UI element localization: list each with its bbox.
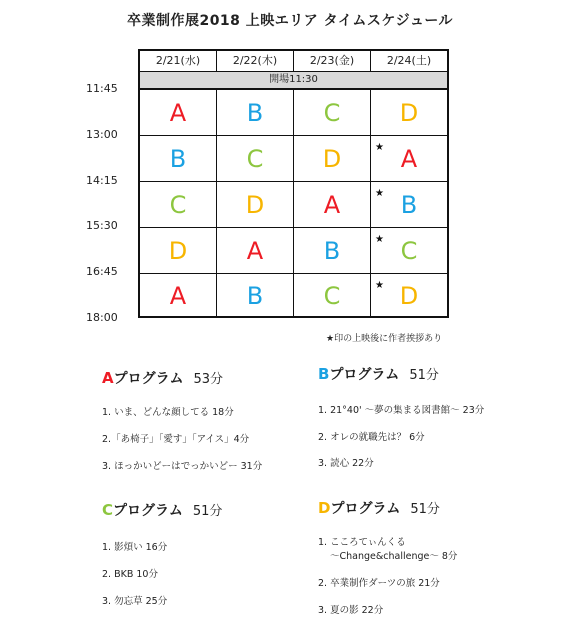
star-icon: ★ [375,188,384,199]
program-letter: C [169,190,187,219]
program-item: 2. オレの就職先は？ 6分 [318,432,425,443]
star-note: ★印の上映後に作者挨拶あり [326,334,443,344]
time-label: 15:30 [86,219,118,232]
star-icon: ★ [375,234,384,245]
schedule-cell [293,228,370,273]
program-item: ～Change&challenge～ 8分 [330,551,458,562]
program-letter: A [169,98,187,127]
program-letter: D [322,144,342,173]
page-title: 卒業制作展2018 上映エリア タイムスケジュール [126,13,454,29]
program-letter: C [102,501,114,519]
schedule-cell [140,90,216,135]
program-duration: 51分 [410,502,440,517]
program-label: プログラム [113,503,183,519]
schedule-cell [216,228,293,273]
program-item: 2. 卒業制作ダーツの旅 21分 [318,578,440,589]
program-item: 2. BKB 10分 [102,569,158,580]
program-letter: A [169,282,187,310]
program-duration: 51分 [409,368,439,383]
program-letter: D [168,236,188,265]
program-letter: B [400,190,418,219]
program-item: 2.「あ椅子」「愛す」「アイス」4分 [102,434,250,445]
program-item: 1. いま、どんな顔してる 18分 [102,407,234,418]
schedule-cell [140,136,216,181]
schedule-cell [216,136,293,181]
program-letter: D [399,98,419,127]
schedule-cell [370,228,447,273]
schedule-cell [216,90,293,135]
schedule-cell [216,274,293,318]
schedule-row [140,274,447,318]
program-letter: A [400,144,418,173]
schedule-cell [293,182,370,227]
schedule-row [140,136,447,182]
schedule-row [140,228,447,274]
program-item: 3. 夏の影 22分 [318,605,384,616]
star-icon: ★ [375,280,384,291]
program-item: 3. 読心 22分 [318,458,374,469]
schedule-cell [370,274,447,318]
program-item: 1. こころてぃんくる [318,537,406,548]
program-letter: A [102,369,114,387]
day-header: 2/22(木) [216,51,293,71]
program-label: プログラム [329,367,400,383]
day-header-row [140,51,447,72]
program-item: 3. 勿忘草 25分 [102,596,168,607]
schedule-cell [293,274,370,318]
program-duration: 51分 [192,504,223,519]
program-letter: B [246,282,264,310]
program-letter: D [399,282,419,310]
day-header: 2/21(水) [155,54,201,67]
program-duration: 53分 [193,372,224,387]
schedule-table [138,49,449,318]
schedule-cell [370,90,447,135]
program-d-title [318,498,440,518]
program-letter: B [323,236,341,265]
opening-time-bar: 開場11:30 [140,72,447,90]
schedule-cell [140,182,216,227]
time-label: 13:00 [86,128,118,141]
time-label: 11:45 [86,82,118,95]
schedule-cell [293,136,370,181]
schedule-cell [293,90,370,135]
program-letter: B [318,365,330,383]
program-label: プログラム [330,501,401,517]
program-b-title [318,364,439,384]
program-item: 1. 21°40' ～夢の集まる図書館～ 23分 [318,405,485,416]
program-item: 1. 影煩い 16分 [102,542,168,553]
program-letter: C [323,98,341,127]
schedule-cell [370,136,447,181]
program-c-title [102,500,222,520]
star-icon: ★ [375,142,384,153]
schedule-cell [140,228,216,273]
program-letter: C [246,144,264,173]
program-letter: C [323,282,341,310]
program-letter: D [318,499,331,517]
schedule-row [140,182,447,228]
schedule-row [140,90,447,136]
program-item: 3. ほっかいどーはでっかいどー 31分 [102,461,263,472]
program-letter: A [246,236,264,265]
program-letter: A [323,190,341,219]
time-label: 16:45 [86,265,118,278]
program-letter: C [400,236,418,265]
time-label: 18:00 [86,311,118,324]
program-letter: B [246,98,264,127]
program-a-title [102,368,223,388]
program-label: プログラム [113,371,184,387]
schedule-cell [216,182,293,227]
schedule-cell [140,274,216,318]
program-letter: B [169,144,187,173]
schedule-cell [370,182,447,227]
program-letter: D [245,190,265,219]
schedule-body [140,90,447,316]
day-header: 2/23(金) [293,51,370,71]
day-header: 2/24(土) [370,51,447,71]
time-label: 14:15 [86,174,118,187]
